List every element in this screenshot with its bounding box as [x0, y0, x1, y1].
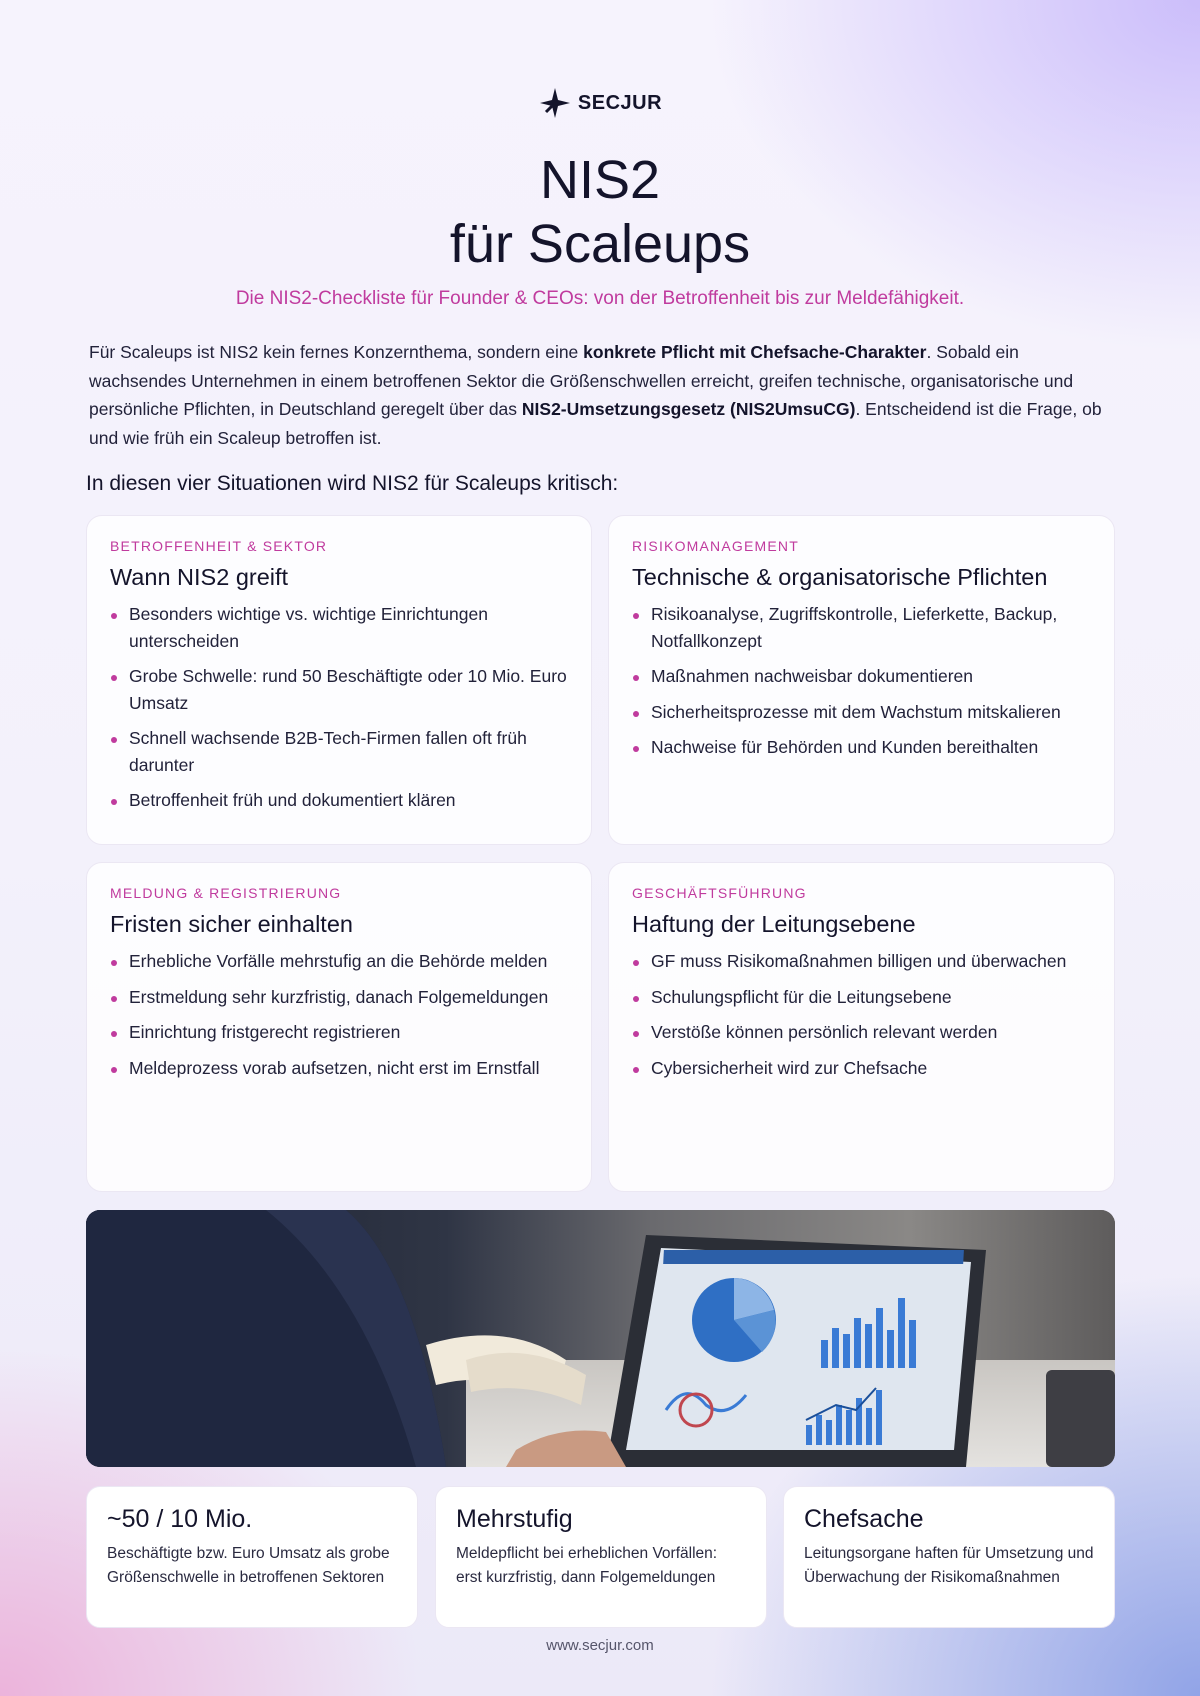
stat-value: Chefsache — [804, 1505, 924, 1533]
list-item: Nachweise für Behörden und Kunden bereithalten — [632, 734, 1092, 761]
card-meldung — [86, 862, 592, 1192]
secjur-logo — [0, 86, 1200, 120]
logo-text: SECJUR — [577, 91, 663, 114]
card-tag: GESCHÄFTSFÜHRUNG — [632, 885, 807, 901]
title-line-1: NIS2 — [539, 150, 661, 210]
intro-part-3: . Entscheidend ist die Frage, ob und wie früh ein Scaleup betroffen ist. — [89, 399, 1102, 448]
stat-value: Mehrstufig — [456, 1505, 573, 1533]
title-line-2: für Scaleups — [449, 214, 751, 274]
intro-bold-2: NIS2-Umsetzungsgesetz (NIS2UmsuCG) — [521, 399, 856, 419]
list-item: Besonders wichtige vs. wichtige Einrichtungen unterscheiden — [110, 601, 569, 654]
card-tag: RISIKOMANAGEMENT — [632, 538, 799, 554]
list-item: Schnell wachsende B2B-Tech-Firmen fallen oft früh darunter — [110, 725, 569, 778]
card-list — [110, 601, 569, 814]
card-title: Haftung der Leitungsebene — [632, 911, 916, 937]
stat-description: Meldepflicht bei erheblichen Vorfällen: erst kurzfristig, dann Folgemeldungen — [456, 1545, 718, 1586]
list-item: Maßnahmen nachweisbar dokumentieren — [632, 663, 1092, 690]
intro-part-2: . Sobald ein wachsendes Unternehmen in einem betroffenen Sektor die Größenschwellen erreicht, greifen technische, organisatorische und persönliche Pflichten, in Deutschland geregelt über das — [89, 342, 1074, 419]
card-tag: BETROFFENHEIT & SEKTOR — [110, 538, 328, 554]
laptop-dashboard-photo — [86, 1210, 1115, 1467]
card-tag: MELDUNG & REGISTRIERUNG — [110, 885, 342, 901]
card-list — [632, 948, 1092, 1081]
card-list — [110, 948, 569, 1081]
card-list — [632, 601, 1092, 761]
photo-illustration — [86, 1210, 1115, 1467]
card-title: Fristen sicher einhalten — [110, 911, 353, 937]
list-item: Verstöße können persönlich relevant werden — [632, 1019, 1092, 1046]
page-subtitle: Die NIS2-Checkliste für Founder & CEOs: von der Betroffenheit bis zur Meldefähigkeit. — [235, 288, 965, 309]
stat-description: Beschäftigte bzw. Euro Umsatz als grobe Größenschwelle in betroffenen Sektoren — [107, 1545, 390, 1586]
card-risikomanagement — [608, 515, 1115, 845]
page-title — [0, 148, 1200, 276]
list-item: Cybersicherheit wird zur Chefsache — [632, 1055, 1092, 1082]
list-item: Meldeprozess vorab aufsetzen, nicht erst im Ernstfall — [110, 1055, 569, 1082]
card-betroffenheit — [86, 515, 592, 845]
stat-card-schwelle — [86, 1486, 418, 1628]
list-item: Schulungspflicht für die Leitungsebene — [632, 984, 1092, 1011]
list-item: Einrichtung fristgerecht registrieren — [110, 1019, 569, 1046]
card-title: Wann NIS2 greift — [110, 564, 289, 590]
stat-description: Leitungsorgane haften für Umsetzung und Überwachung der Risikomaßnahmen — [804, 1545, 1094, 1586]
intro-paragraph — [89, 338, 1114, 452]
list-item: Grobe Schwelle: rund 50 Beschäftigte oder 10 Mio. Euro Umsatz — [110, 663, 569, 716]
list-item: Erhebliche Vorfälle mehrstufig an die Behörde melden — [110, 948, 569, 975]
list-item: Erstmeldung sehr kurzfristig, danach Folgemeldungen — [110, 984, 569, 1011]
list-item: Risikoanalyse, Zugriffskontrolle, Lieferkette, Backup, Notfallkonzept — [632, 601, 1092, 654]
intro-bold-1: konkrete Pflicht mit Chefsache-Charakter — [583, 342, 927, 362]
stat-card-chefsache — [783, 1486, 1115, 1628]
list-item: Sicherheitsprozesse mit dem Wachstum mitskalieren — [632, 699, 1092, 726]
section-heading: In diesen vier Situationen wird NIS2 für Scaleups kritisch: — [86, 472, 619, 495]
intro-part-1: Für Scaleups ist NIS2 kein fernes Konzernthema, sondern eine — [89, 342, 584, 362]
card-geschaeftsfuehrung — [608, 862, 1115, 1192]
stat-card-meldepflicht — [435, 1486, 767, 1628]
footer-url[interactable]: www.secjur.com — [546, 1637, 654, 1654]
list-item: GF muss Risikomaßnahmen billigen und überwachen — [632, 948, 1092, 975]
card-title: Technische & organisatorische Pflichten — [632, 564, 1048, 590]
stat-value: ~50 / 10 Mio. — [107, 1505, 253, 1533]
secjur-star-icon — [538, 86, 572, 120]
list-item: Betroffenheit früh und dokumentiert klären — [110, 787, 569, 814]
